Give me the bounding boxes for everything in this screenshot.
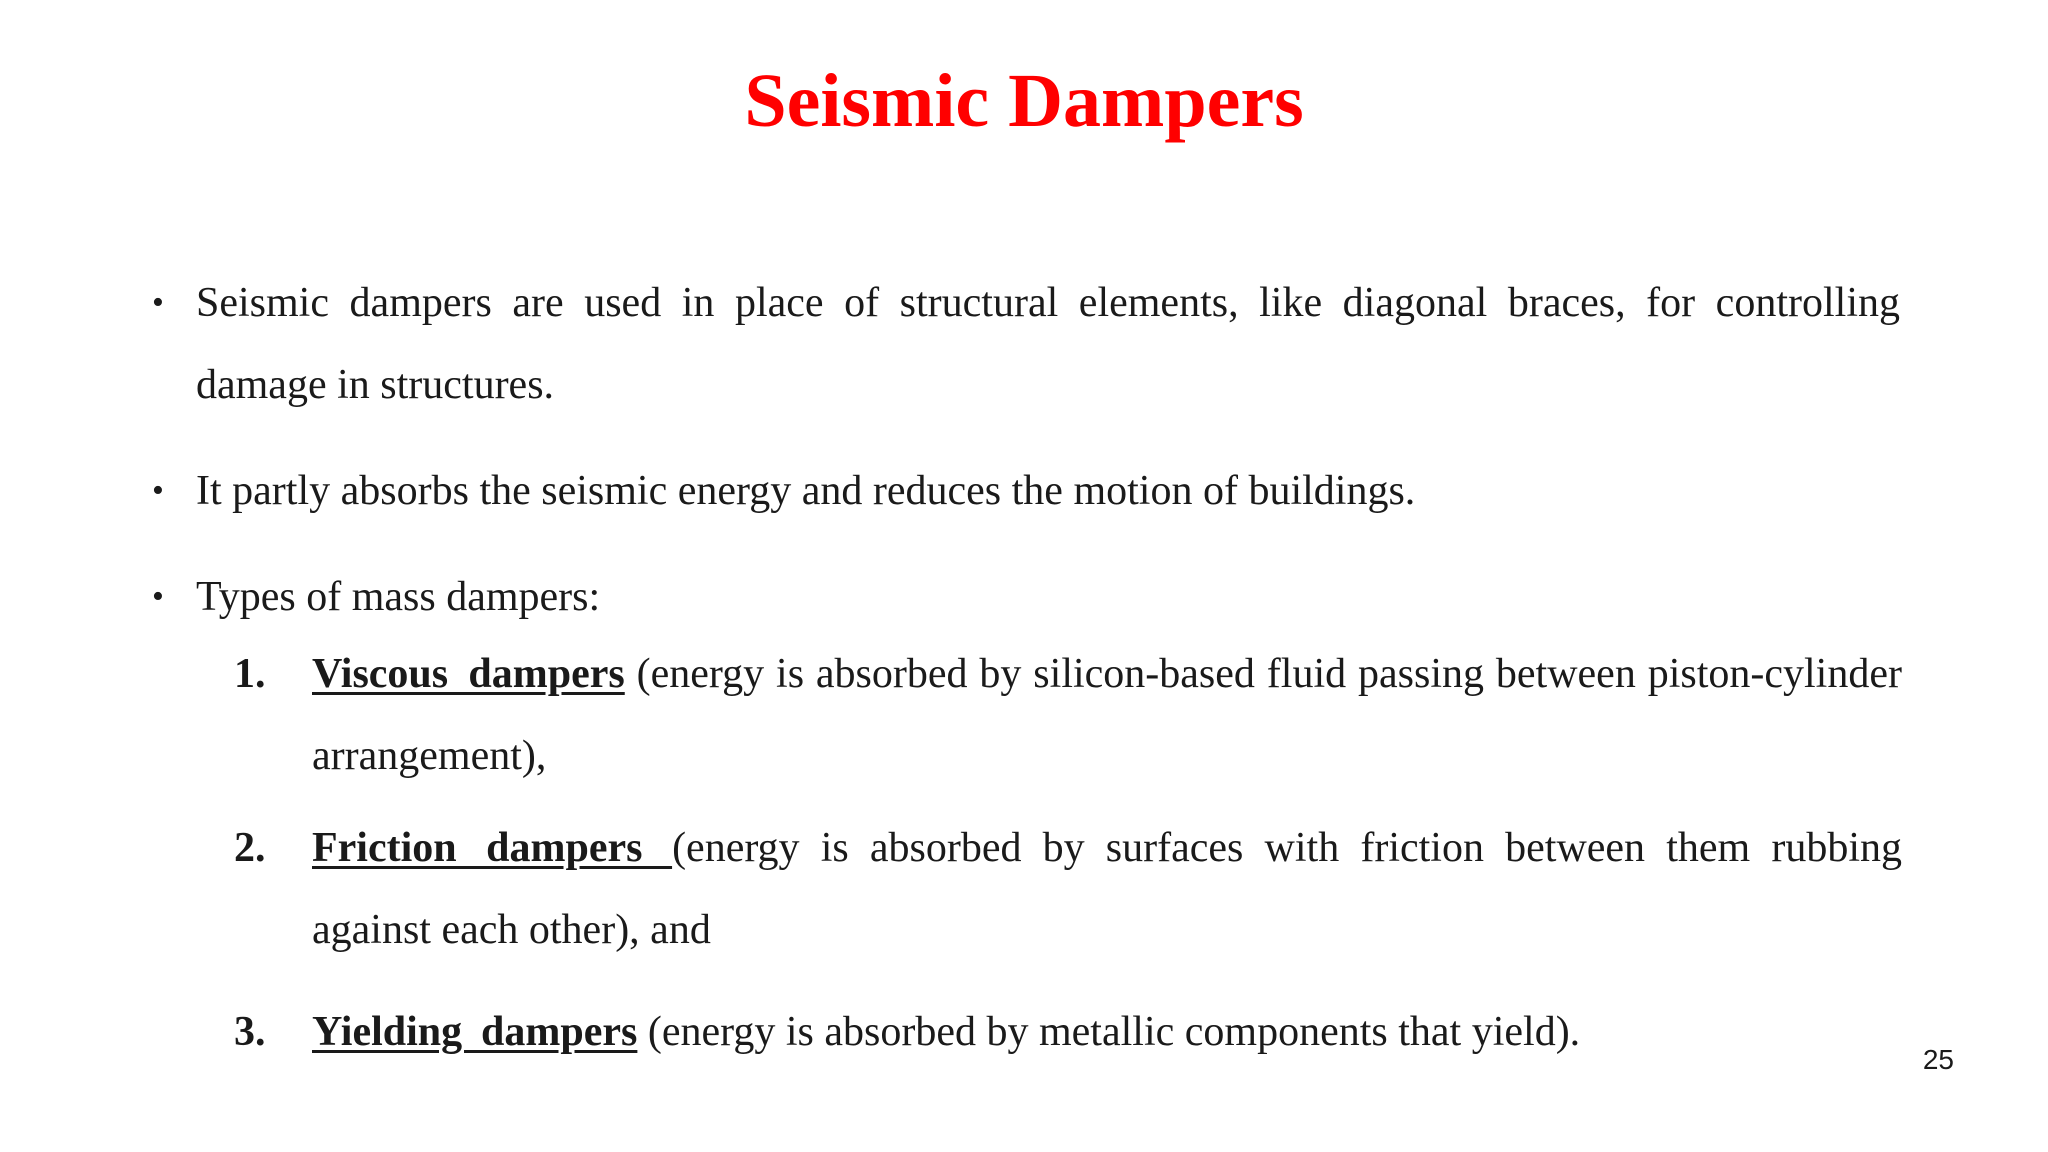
damper-type-item	[234, 991, 1902, 1073]
slide-title: Seismic Dampers	[744, 59, 1304, 143]
bullet-item	[152, 450, 1900, 532]
bullet-dot-icon: •	[152, 284, 164, 321]
page-number: 25	[1922, 1044, 1954, 1075]
damper-term: Viscous dampers	[312, 651, 625, 697]
bullet-text: Seismic dampers are used in place of structural elements, like diagonal braces, for controlling damage in structures.	[196, 280, 1900, 408]
bullet-text: It partly absorbs the seismic energy and reduces the motion of buildings.	[196, 468, 1416, 514]
bullet-item	[152, 556, 1900, 638]
damper-description: (energy is absorbed by metallic components that yield).	[637, 1009, 1581, 1055]
list-number: 3.	[234, 1009, 266, 1055]
bullet-item	[152, 262, 1900, 426]
damper-term: Yielding dampers	[312, 1009, 638, 1055]
damper-description: (energy is absorbed by silicon-based fluid passing between piston-cylinder arrangement),	[312, 651, 1902, 779]
damper-type-item	[234, 633, 1902, 797]
damper-term: Friction dampers	[312, 825, 673, 871]
bullet-text: Types of mass dampers:	[196, 574, 601, 620]
damper-description: (energy is absorbed by surfaces with friction between them rubbing against each other), and	[312, 825, 1902, 953]
list-number: 1.	[234, 651, 266, 697]
list-number: 2.	[234, 825, 266, 871]
damper-types-list	[234, 633, 1902, 1073]
bullet-list	[152, 262, 1900, 638]
bullet-dot-icon: •	[152, 578, 164, 615]
damper-type-item	[234, 807, 1902, 971]
bullet-dot-icon: •	[152, 472, 164, 509]
